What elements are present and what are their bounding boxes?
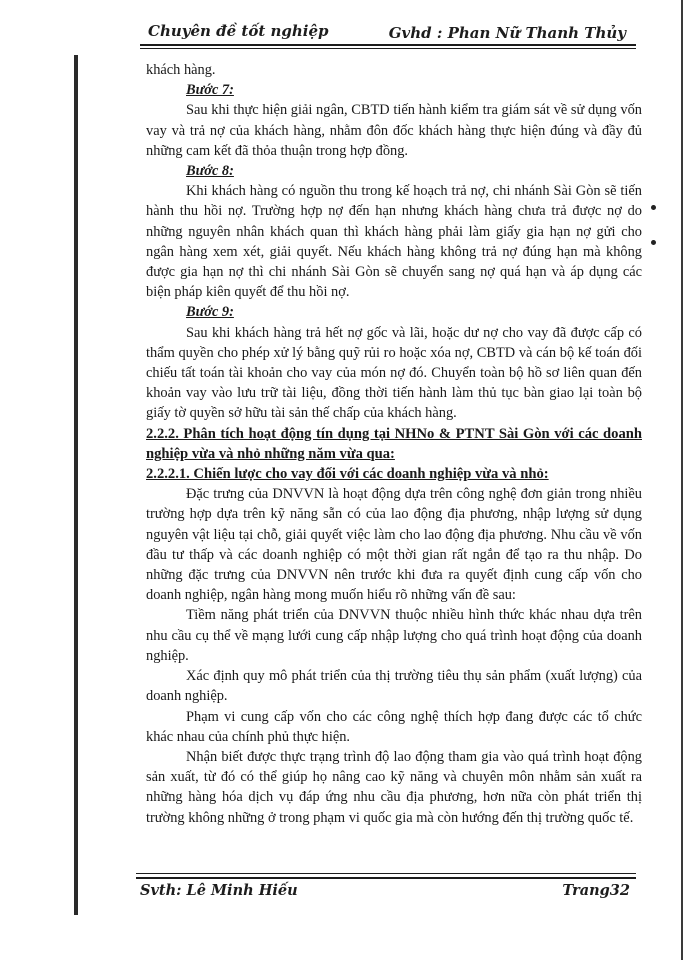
- page-footer: [140, 882, 630, 906]
- header-rule: [140, 44, 636, 46]
- footer-rule: [136, 877, 636, 879]
- step-8-label: Bước 8:: [186, 163, 234, 180]
- step-9-text: Sau khi khách hàng trả hết nợ gốc và lãi, hoặc dư nợ cho vay đã được cấp có thẩm quyền cho phép xử lý bằng quỹ rủi ro hoặc xóa nợ, CBTD và cán bộ kế toán đối chiếu tất toán tài khoản cho vay của món nợ đó. Chuyển toàn bộ hồ sơ liên quan đến khoản vay vào lưu trữ tài liệu, đồng thời tiến hành làm thủ tục bàn giao lại toàn bộ giấy tờ quyền sở hữu tài sản thế chấp của khách hàng.: [146, 324, 642, 422]
- header-rule-thin: [140, 48, 636, 49]
- page-header: [148, 20, 626, 44]
- intro-line: khách hàng.: [146, 62, 216, 78]
- paragraph: Đặc trưng của DNVVN là hoạt động dựa trên công nghệ đơn giản trong nhiều trường hợp dựa trên kỹ năng sẵn có của lao động địa phương, nhập lượng sử dụng nguyên vật liệu tại chỗ, giải quyết việc làm cho lao động địa phương. Nhu cầu về vốn đầu tư thấp và các doanh nghiệp có một thời gian rất ngắn để tạo ra thu nhập. Do những đặc trưng của DNVVN nên trước khi đưa ra quyết định cung cấp vốn cho doanh nghiệp, ngân hàng mong muốn hiểu rõ những vấn đề sau:: [146, 486, 642, 604]
- left-margin-bar: [74, 55, 78, 915]
- step-7-text: Sau khi thực hiện giải ngân, CBTD tiến hành kiểm tra giám sát về sử dụng vốn vay và trả nợ của khách hàng, nhằm đôn đốc khách hàng thực hiện đúng và đầy đủ những cam kết đã thỏa thuận trong hợp đồng.: [146, 102, 642, 159]
- page-number: Trang32: [562, 882, 630, 899]
- paragraph: Nhận biết được thực trạng trình độ lao động tham gia vào quá trình hoạt động sản xuất, từ đó có thể giúp họ nâng cao kỹ năng và chuyên môn nhằm sản xuất ra những hàng hóa dịch vụ đáp ứng nhu cầu địa phương, hơn nữa còn phát triển thị trường không những ở trong phạm vi quốc gia mà còn hướng đến thị trường quốc tế.: [146, 748, 642, 826]
- scan-speck: [651, 240, 656, 245]
- page-body: [146, 60, 642, 828]
- step-7-label: Bước 7:: [186, 82, 234, 99]
- header-right-advisor: Gvhd : Phan Nữ Thanh Thủy: [388, 24, 626, 42]
- footer-rule-thin: [136, 873, 636, 874]
- step-8-text: Khi khách hàng có nguồn thu trong kế hoạch trả nợ, chi nhánh Sài Gòn sẽ tiến hành thu hồi nợ. Trường hợp nợ đến hạn nhưng khách hàng chưa trả được nợ do những nguyên nhân khách quan thì khách hàng phải làm giấy gia hạn nợ gửi cho ngân hàng xem xét, giải quyết. Nếu khách hàng không trả nợ đúng hạn mà không được gia hạn nợ thì chi nhánh Sài Gòn sẽ chuyển sang nợ quá hạn và áp dụng các biện pháp kiên quyết để thu hồi nợ.: [146, 183, 642, 301]
- step-9-label: Bước 9:: [186, 304, 234, 321]
- header-left-title: Chuyên đề tốt nghiệp: [148, 22, 329, 40]
- scan-speck: [651, 205, 656, 210]
- right-edge-bar: [681, 0, 683, 960]
- footer-student: Svth: Lê Minh Hiếu: [140, 882, 298, 899]
- section-title: 2.2.2. Phân tích hoạt động tín dụng tại NHNo & PTNT Sài Gòn với các doanh nghiệp vừa và nhỏ những năm vừa qua:: [146, 425, 642, 462]
- paragraph: Xác định quy mô phát triển của thị trường tiêu thụ sản phẩm (xuất lượng) của doanh nghiệp.: [146, 668, 642, 705]
- paragraph: Phạm vi cung cấp vốn cho các công nghệ thích hợp đang được các tổ chức khác nhau của chính phủ thực hiện.: [146, 708, 642, 745]
- subsection-title: 2.2.2.1. Chiến lược cho vay đối với các doanh nghiệp vừa và nhỏ:: [146, 466, 549, 483]
- paragraph: Tiềm năng phát triển của DNVVN thuộc nhiều hình thức khác nhau dựa trên nhu cầu cụ thể về mạng lưới cung cấp nhập lượng cho quá trình hoạt động của doanh nghiệp.: [146, 607, 642, 664]
